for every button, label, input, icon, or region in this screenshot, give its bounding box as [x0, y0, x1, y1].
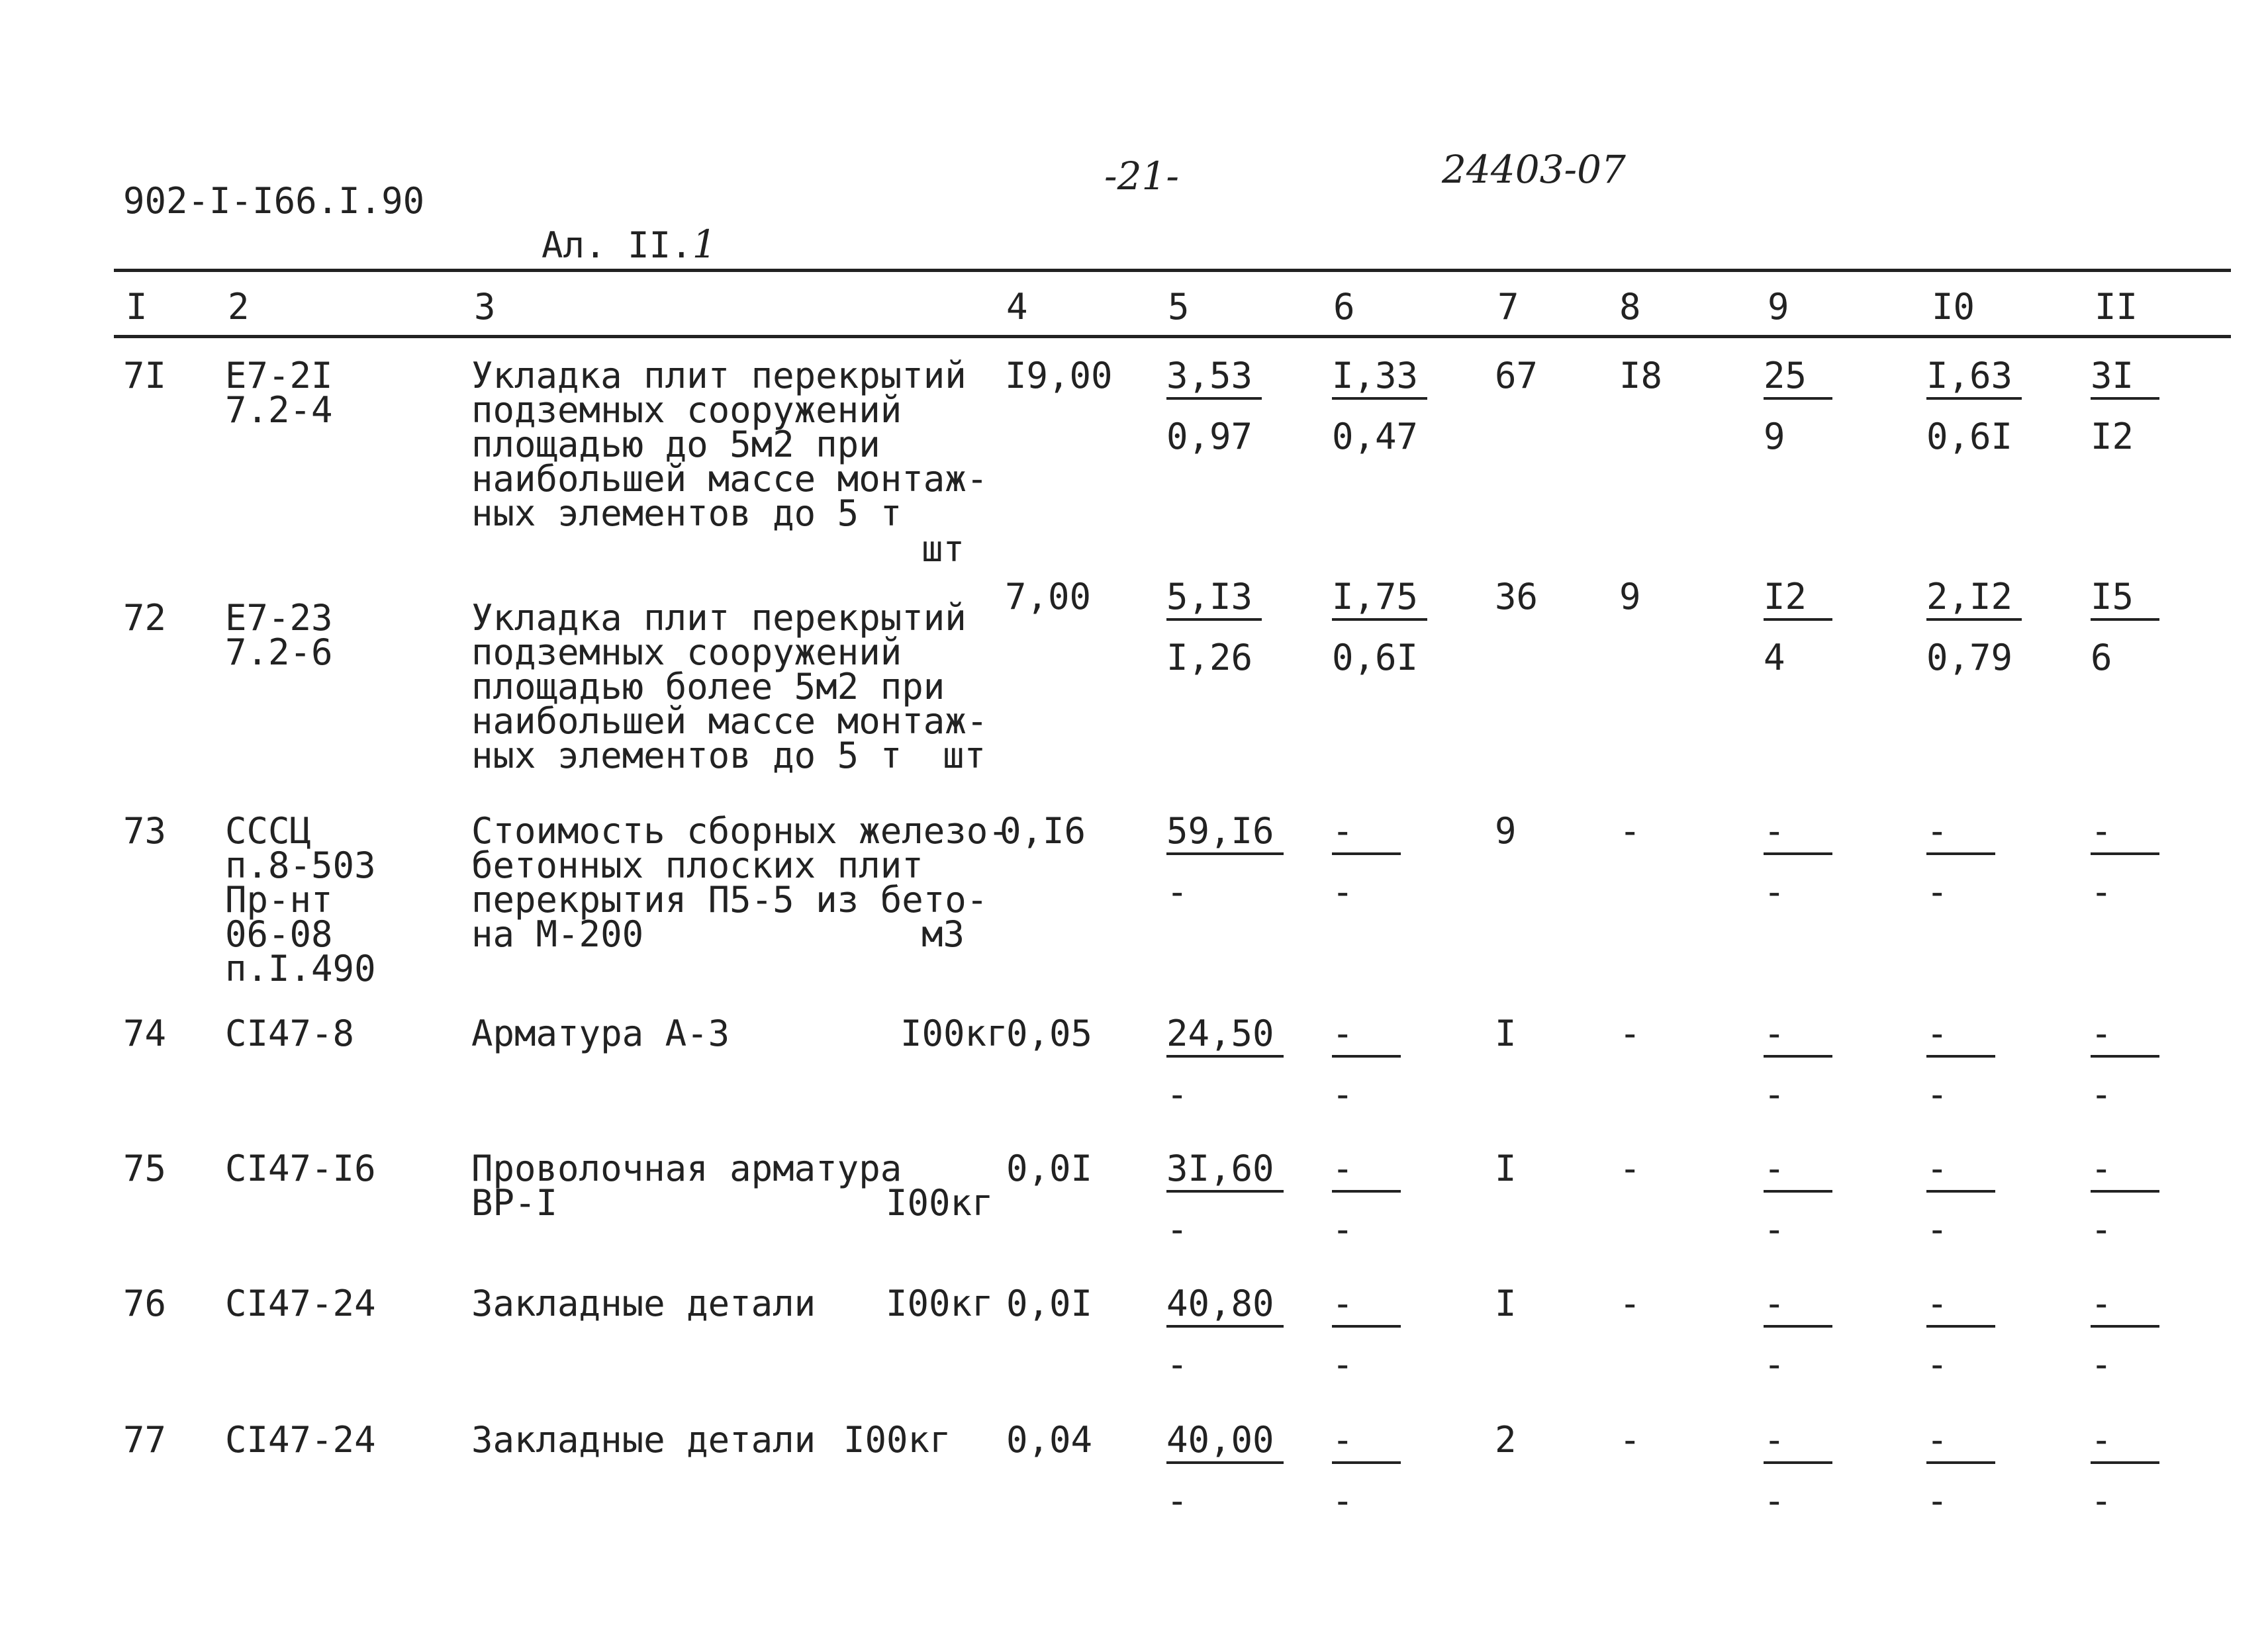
- unit-cost-wages: I,26: [1166, 637, 1253, 678]
- col-header-4: 4: [1006, 286, 1028, 328]
- col9-top: 25: [1764, 359, 1832, 400]
- table-header-rule: [114, 335, 2231, 338]
- col9-value: [1764, 810, 1832, 913]
- col9-value: [1764, 355, 1832, 457]
- col11-value: [2091, 355, 2159, 457]
- work-description: Арматура А-3: [471, 1013, 730, 1054]
- col11-value: [2091, 1283, 2159, 1385]
- col9-top: -: [1764, 1423, 1832, 1464]
- total-cost: 2: [1495, 1419, 1517, 1461]
- col9-top: I2: [1764, 580, 1832, 621]
- col11-bottom: -: [2091, 1209, 2112, 1250]
- col10-top: -: [1926, 1017, 1995, 1058]
- col-header-11: II: [2095, 286, 2138, 328]
- rate-code: CI47-24: [225, 1419, 376, 1461]
- total-cost: 67: [1495, 355, 1538, 396]
- total-cost: 36: [1495, 576, 1538, 617]
- col11-bottom: 6: [2091, 637, 2112, 678]
- wages-total: -: [1619, 810, 1641, 852]
- col9-bottom: -: [1764, 1480, 1785, 1522]
- col9-value: [1764, 1013, 1832, 1115]
- wages-total: -: [1619, 1013, 1641, 1054]
- col-header-7: 7: [1497, 286, 1519, 328]
- rate-code: CI47-24: [225, 1283, 376, 1324]
- col9-value: [1764, 1419, 1832, 1522]
- col10-top: -: [1926, 814, 1995, 855]
- machine-cost: [1332, 576, 1427, 678]
- total-cost: I: [1495, 1148, 1517, 1189]
- unit-cost: [1166, 576, 1262, 678]
- col10-bottom: -: [1926, 871, 1948, 913]
- machine-cost-total: I,33: [1332, 359, 1427, 400]
- rate-code: CI47-8: [225, 1013, 355, 1054]
- col9-value: [1764, 1148, 1832, 1250]
- row-number: 72: [123, 597, 167, 639]
- wages-total: I8: [1619, 355, 1663, 396]
- work-description: Проволочная арматура ВР-I: [471, 1148, 902, 1224]
- unit: I00кг: [900, 1013, 1008, 1054]
- col9-value: [1764, 1283, 1832, 1385]
- machine-cost-total: -: [1332, 1287, 1401, 1328]
- total-cost: 9: [1495, 810, 1517, 852]
- col11-bottom: -: [2091, 1344, 2112, 1385]
- col9-top: -: [1764, 814, 1832, 855]
- quantity: 0,I6: [1000, 810, 1086, 852]
- col9-bottom: -: [1764, 1073, 1785, 1115]
- unit-cost-wages: -: [1166, 1073, 1188, 1115]
- col10-bottom: -: [1926, 1209, 1948, 1250]
- unit-cost-wages: -: [1166, 1344, 1188, 1385]
- wages-total: -: [1619, 1283, 1641, 1324]
- col-header-2: 2: [228, 286, 250, 328]
- total-cost: I: [1495, 1283, 1517, 1324]
- unit-cost: [1166, 810, 1284, 913]
- machine-cost-wages: -: [1332, 1073, 1354, 1115]
- unit-cost: [1166, 1013, 1284, 1115]
- col-header-1: I: [126, 286, 148, 328]
- wages-total: -: [1619, 1419, 1641, 1461]
- col11-top: I5: [2091, 580, 2159, 621]
- col11-bottom: -: [2091, 1480, 2112, 1522]
- machine-cost: [1332, 810, 1401, 913]
- rate-code: СССЦ п.8-503 Пр-нт 06-08 п.I.490: [225, 810, 376, 989]
- unit-cost: [1166, 1148, 1284, 1250]
- quantity: 0,04: [1006, 1419, 1093, 1461]
- col10-top: -: [1926, 1423, 1995, 1464]
- col-header-5: 5: [1168, 286, 1190, 328]
- col10-top: -: [1926, 1287, 1995, 1328]
- work-description: Закладные детали: [471, 1283, 816, 1324]
- machine-cost-wages: 0,47: [1332, 416, 1419, 457]
- rate-code: CI47-I6: [225, 1148, 376, 1189]
- unit-cost-wages: -: [1166, 1209, 1188, 1250]
- row-number: 73: [123, 810, 167, 852]
- quantity: I9,00: [1005, 355, 1113, 396]
- machine-cost-total: -: [1332, 814, 1401, 855]
- machine-cost-wages: -: [1332, 871, 1354, 913]
- col9-bottom: -: [1764, 871, 1785, 913]
- quantity: 0,05: [1006, 1013, 1093, 1054]
- unit: I00кг: [843, 1419, 951, 1461]
- col11-top: -: [2091, 1287, 2159, 1328]
- col9-top: -: [1764, 1152, 1832, 1193]
- col10-value: [1926, 355, 2022, 457]
- unit-cost: [1166, 1283, 1284, 1385]
- col9-bottom: -: [1764, 1209, 1785, 1250]
- unit-cost-total: 3,53: [1166, 359, 1262, 400]
- row-number: 74: [123, 1013, 167, 1054]
- machine-cost: [1332, 1283, 1401, 1385]
- col10-bottom: 0,6I: [1926, 416, 2013, 457]
- col10-top: I,63: [1926, 359, 2022, 400]
- unit-cost: [1166, 1419, 1284, 1522]
- col11-top: -: [2091, 1152, 2159, 1193]
- col10-bottom: 0,79: [1926, 637, 2013, 678]
- work-description: Укладка плит перекрытий подземных сооружений площадью до 5м2 при наибольшей массе монтаж- ных элементов до 5 т: [471, 355, 988, 534]
- handwritten-code: 24403-07: [1442, 147, 1626, 192]
- machine-cost-total: -: [1332, 1017, 1401, 1058]
- unit: шт: [943, 735, 986, 776]
- col11-value: [2091, 576, 2159, 678]
- col10-value: [1926, 1148, 1995, 1250]
- col10-value: [1926, 1283, 1995, 1385]
- wages-total: 9: [1619, 576, 1641, 617]
- col10-value: [1926, 1419, 1995, 1522]
- col11-value: [2091, 1148, 2159, 1250]
- col-header-9: 9: [1768, 286, 1789, 328]
- sheet-label-text: Ал. II.: [542, 224, 692, 266]
- col10-value: [1926, 576, 2022, 678]
- col-header-8: 8: [1619, 286, 1641, 328]
- unit-cost-total: 40,00: [1166, 1423, 1284, 1464]
- col11-top: -: [2091, 1017, 2159, 1058]
- col9-bottom: -: [1764, 1344, 1785, 1385]
- quantity: 0,0I: [1006, 1148, 1093, 1189]
- col9-bottom: 9: [1764, 416, 1785, 457]
- unit: шт: [921, 528, 965, 570]
- machine-cost-wages: -: [1332, 1209, 1354, 1250]
- unit-cost-wages: -: [1166, 871, 1188, 913]
- row-number: 75: [123, 1148, 167, 1189]
- col11-top: -: [2091, 1423, 2159, 1464]
- col11-bottom: -: [2091, 871, 2112, 913]
- unit-cost-total: 40,80: [1166, 1287, 1284, 1328]
- unit: I00кг: [886, 1182, 994, 1224]
- col-header-10: I0: [1932, 286, 1975, 328]
- row-number: 77: [123, 1419, 167, 1461]
- col11-bottom: I2: [2091, 416, 2134, 457]
- col11-value: [2091, 810, 2159, 913]
- col10-top: 2,I2: [1926, 580, 2022, 621]
- col10-value: [1926, 810, 1995, 913]
- col10-value: [1926, 1013, 1995, 1115]
- unit-cost: [1166, 355, 1262, 457]
- col9-top: -: [1764, 1017, 1832, 1058]
- machine-cost-wages: 0,6I: [1332, 637, 1419, 678]
- unit-cost-wages: -: [1166, 1480, 1188, 1522]
- machine-cost: [1332, 1013, 1401, 1115]
- unit: м3: [921, 913, 965, 955]
- col10-top: -: [1926, 1152, 1995, 1193]
- unit-cost-total: 24,50: [1166, 1017, 1284, 1058]
- table-top-rule: [114, 269, 2231, 272]
- unit-cost-total: 59,I6: [1166, 814, 1284, 855]
- machine-cost-total: I,75: [1332, 580, 1427, 621]
- sheet-suffix: 1: [692, 222, 717, 267]
- page-number: -21-: [1104, 154, 1179, 199]
- col9-top: -: [1764, 1287, 1832, 1328]
- col10-bottom: -: [1926, 1073, 1948, 1115]
- machine-cost-total: -: [1332, 1152, 1401, 1193]
- work-description: Стоимость сборных железо- бетонных плоских плит перекрытия П5-5 из бето- на М-200: [471, 810, 1010, 955]
- total-cost: I: [1495, 1013, 1517, 1054]
- col10-bottom: -: [1926, 1480, 1948, 1522]
- machine-cost: [1332, 355, 1427, 457]
- machine-cost-wages: -: [1332, 1344, 1354, 1385]
- unit-cost-total: 5,I3: [1166, 580, 1262, 621]
- col11-value: [2091, 1419, 2159, 1522]
- work-description: Укладка плит перекрытий подземных сооружений площадью более 5м2 при наибольшей массе монтаж- ных элементов до 5 т: [471, 597, 988, 776]
- unit-cost-wages: 0,97: [1166, 416, 1253, 457]
- work-description: Закладные детали: [471, 1419, 816, 1461]
- row-number: 7I: [123, 355, 167, 396]
- col-header-3: 3: [474, 286, 496, 328]
- machine-cost-total: -: [1332, 1423, 1401, 1464]
- machine-cost: [1332, 1419, 1401, 1522]
- col11-value: [2091, 1013, 2159, 1115]
- rate-code: E7-23 7.2-6: [225, 597, 333, 673]
- machine-cost: [1332, 1148, 1401, 1250]
- col9-bottom: 4: [1764, 637, 1785, 678]
- document-code: 902-I-I66.I.90: [123, 180, 425, 222]
- col11-top: 3I: [2091, 359, 2159, 400]
- col-header-6: 6: [1333, 286, 1355, 328]
- machine-cost-wages: -: [1332, 1480, 1354, 1522]
- rate-code: E7-2I 7.2-4: [225, 355, 333, 431]
- col10-bottom: -: [1926, 1344, 1948, 1385]
- col11-top: -: [2091, 814, 2159, 855]
- col9-value: [1764, 576, 1832, 678]
- wages-total: -: [1619, 1148, 1641, 1189]
- quantity: 7,00: [1005, 576, 1092, 617]
- col11-bottom: -: [2091, 1073, 2112, 1115]
- unit: I00кг: [886, 1283, 994, 1324]
- unit-cost-total: 3I,60: [1166, 1152, 1284, 1193]
- quantity: 0,0I: [1006, 1283, 1093, 1324]
- row-number: 76: [123, 1283, 167, 1324]
